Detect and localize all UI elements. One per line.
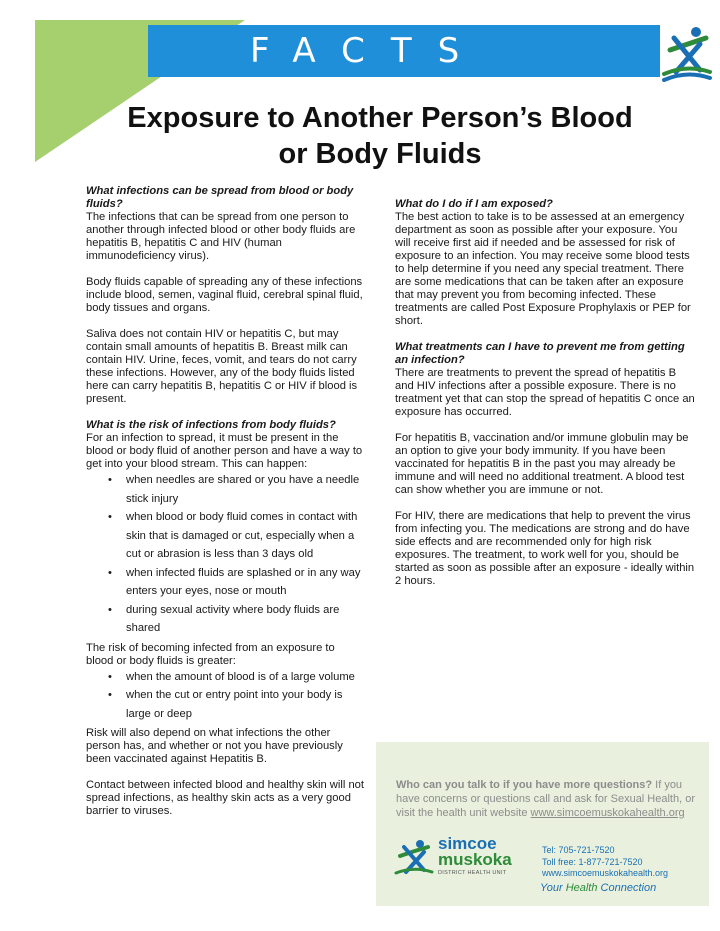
bullet-icon: • [108,511,112,523]
title-line-1: Exposure to Another Person’s Blood [127,102,633,134]
bullet-icon: • [108,566,112,579]
question-treatments: What treatments can I have to prevent me from getting an infection? [395,341,685,366]
bullet-icon: • [108,689,112,701]
paragraph: The risk of becoming infected from an exposure to blood or body fluids is greater: [86,641,335,667]
list-item: • when the cut or entry point into your body is large or deep [86,686,364,723]
list-item: • during sexual activity where body fluids are shared [86,601,364,638]
list-item: • when the amount of blood is of a large volume [86,668,364,687]
paragraph: There are treatments to prevent the spread of hepatitis B and HIV infections after a possible exposure. There is no treatment yet that can stop the spread of hepatitis C once an exposure has occurred. [395,367,695,418]
bullet-list-ways [86,471,364,638]
website-text[interactable]: www.simcoemuskokahealth.org [542,868,669,878]
website-link[interactable]: www.simcoemuskokahealth.org [530,807,685,819]
contact-details [542,845,702,880]
toll-free-number: Toll free: 1-877-721-7520 [542,856,643,867]
brand-subtitle: DISTRICT HEALTH UNIT [438,870,507,876]
paragraph: The infections that can be spread from one person to another through infected blood or other body fluids are hepatitis B, hepatitis C and HIV (human immunodeficiency virus). [86,211,356,262]
question-risk: What is the risk of infections from body fluids? [86,419,336,431]
phone-number: Tel: 705-721-7520 [542,845,615,855]
simcoe-muskoka-logo-icon [394,838,434,878]
facts-heading: FACTS [250,31,486,71]
info-question: Who can you talk to if you have more questions? [396,779,653,791]
health-unit-logo [394,836,534,882]
paragraph: The best action to take is to be assessed at an emergency department as soon as possible after your exposure. You will receive first aid if needed and be assessed for risk of exposure to an infection. You may receive some blood tests to help determine if you need any special treatment. There are some medications that can be taken after an exposure that may prevent you from becoming infected. These treatments are called Post Exposure Prophylaxis or PEP for short. [395,211,691,327]
paragraph: Body fluids capable of spreading any of these infections include blood, semen, vaginal fluid, cerebral spinal fluid, body tissues and organs. [86,276,363,314]
bullet-icon: • [108,474,112,486]
question-if-exposed: What do I do if I am exposed? [395,198,553,210]
list-item: • when infected fluids are splashed or in any way enters your eyes, nose or mouth [86,564,364,601]
simcoe-muskoka-logo-icon [660,24,714,82]
info-body: If you have concerns or questions call and ask for Sexual Health, or visit the health unit website [396,779,695,819]
paragraph: For HIV, there are medications that help to prevent the virus from infecting you. The medications are strong and do have side effects and are recommended only for high risk exposures. The treatment, to work well for you, should be started as soon as possible after an exposure - ideally within 2 hours. [395,510,695,587]
paragraph: For an infection to spread, it must be present in the blood or body fluid of another person and have a way to get into your blood stream. This can happen: [86,432,363,470]
tagline: Your Health Connection [540,882,657,894]
brand-name: simcoe muskoka [438,834,512,869]
page-title [80,100,680,172]
bullet-icon: • [108,603,112,616]
list-item: • when blood or body fluid comes in contact with skin that is damaged or cut, especially when a cut or abrasion is less than 3 days old [86,508,364,564]
title-line-2: or Body Fluids [278,138,482,170]
right-column [395,198,695,601]
list-item: • when needles are shared or you have a needle stick injury [86,471,364,508]
left-column [86,185,364,831]
question-infections-spread: What infections can be spread from blood or body fluids? [86,185,354,210]
paragraph: Contact between infected blood and healthy skin will not spread infections, as healthy skin acts as a very good barrier to viruses. [86,779,364,817]
paragraph: Saliva does not contain HIV or hepatitis C, but may contain small amounts of hepatitis B. Breast milk can contain HIV. Urine, feces, vomit, and tears do not carry these infections. However, any of the body fluids listed here can carry hepatitis B, hepatitis C or HIV if blood is present. [86,328,358,405]
bullet-icon: • [108,670,112,683]
paragraph: Risk will also depend on what infections the other person has, and whether or not you have previously been vaccinated against Hepatitis B. [86,727,343,765]
paragraph: For hepatitis B, vaccination and/or immune globulin may be an option to give your body immunity. If you have been vaccinated for hepatitis B in the past you may already be immune and will need no additional treatment. A blood test can show whether you are immune or not. [395,432,689,496]
bullet-list-greater-risk [86,668,364,724]
contact-info-text [396,778,696,820]
